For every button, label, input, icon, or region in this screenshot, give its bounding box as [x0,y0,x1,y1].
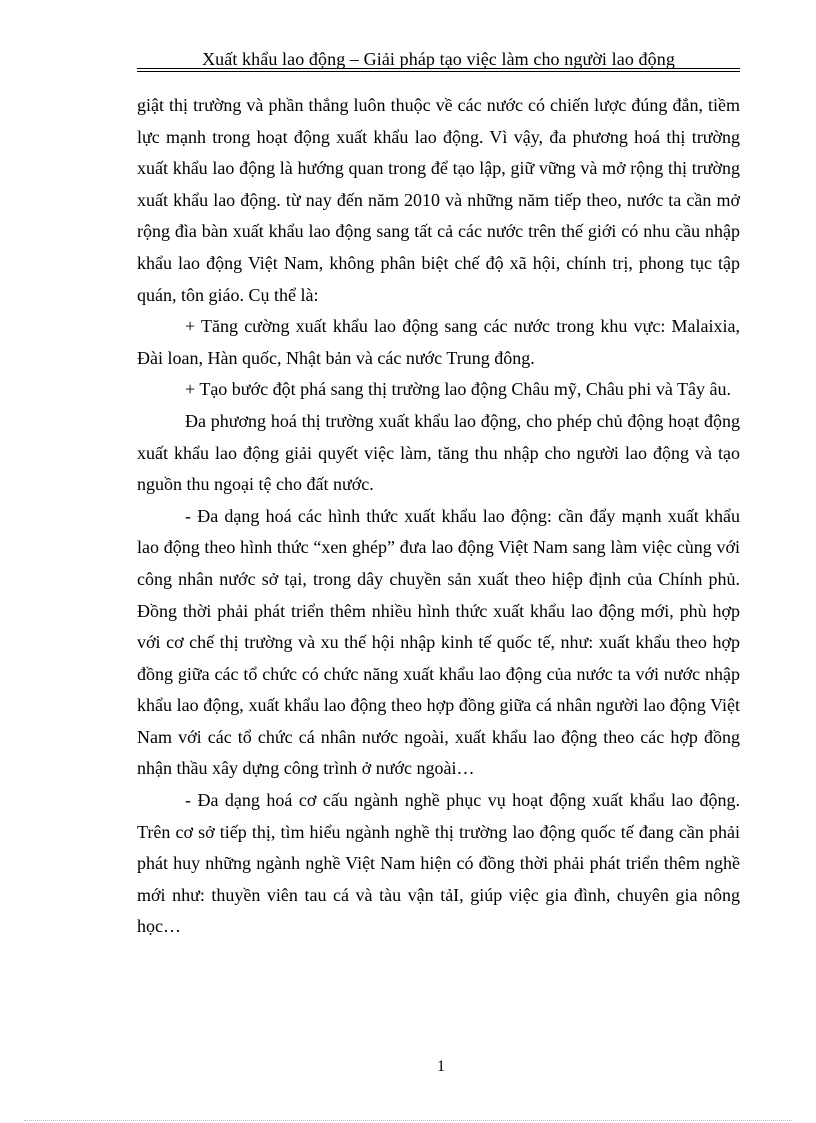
body-text [137,90,740,943]
paragraph: + Tạo bước đột phá sang thị trường lao động Châu mỹ, Châu phi và Tây âu. [185,379,731,400]
header-rule-bottom [137,71,740,72]
paragraph: - Đa dạng hoá cơ cấu ngành nghề phục vụ hoạt động xuất khẩu lao động. Trên cơ sở tiếp thị, tìm hiểu ngành nghề thị trường lao động quốc tế đang cần phải phát huy những ngành nghề Việt Nam hiện có đồng thời phải phát triển thêm nghề mới như: thuyền viên tau cá và tàu vận tảI, giúp việc gia đình, chuyên gia nông học… [137,790,740,937]
paragraph: giật thị trường và phần thắng luôn thuộc về các nước có chiến lược đúng đắn, tiềm lực mạnh trong hoạt động xuất khẩu lao động. Vì vậy, đa phương hoá thị trường xuất khẩu lao động là hướng quan trong để tạo lập, giữ vững và mở rộng thị trường xuất khẩu lao động. từ nay đến năm 2010 và những năm tiếp theo, nước ta cần mở rộng đìa bàn xuất khẩu lao động sang tất cả các nước trên thế giới có nhu cầu nhập khẩu lao động Việt Nam, không phân biệt chế độ xã hội, chính trị, phong tục tập quán, tôn giáo. Cụ thể là: [137,95,740,305]
paragraph: + Tăng cường xuất khẩu lao động sang các nước trong khu vực: Malaixia, Đài loan, Hàn quốc, Nhật bản và các nước Trung đông. [137,316,740,368]
page-number: 1 [437,1058,445,1075]
paragraph: - Đa dạng hoá các hình thức xuất khẩu lao động: cần đẩy mạnh xuất khẩu lao động theo hình thức “xen ghép” đưa lao động Việt Nam sang làm việc cùng với công nhân nước sở tại, trong dây chuyền sản xuất theo hiệp định của Chính phủ. Đồng thời phải phát triển thêm nhiều hình thức xuất khẩu lao động mới, phù hợp với cơ chế thị trường và xu thế hội nhập kinh tế quốc tế, như: xuất khẩu theo hợp đồng giữa các tổ chức có chức năng xuất khẩu lao động của nước ta với nước nhập khẩu lao động, xuất khẩu lao động theo hợp đồng giữa cá nhân người lao động Việt Nam với các tổ chức cá nhân nước ngoài, xuất khẩu lao động theo các hợp đồng nhận thầu xây dựng công trình ở nước ngoài… [137,505,740,779]
running-header: Xuất khẩu lao động – Giải pháp tạo việc làm cho người lao động [202,49,675,69]
page-boundary-line [24,1120,792,1121]
header-rule-top [137,68,740,69]
paragraph: Đa phương hoá thị trường xuất khẩu lao động, cho phép chủ động hoạt động xuất khẩu lao động giải quyết việc làm, tăng thu nhập cho người lao động và tạo nguồn thu ngoại tệ cho đất nước. [137,410,740,495]
